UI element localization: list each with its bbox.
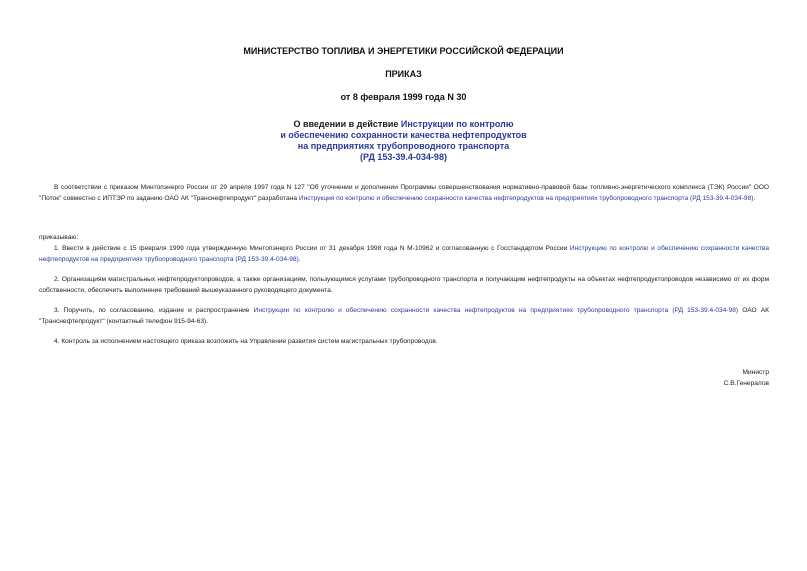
title-link-line-4[interactable]: (РД 153-39.4-034-98) bbox=[360, 152, 447, 162]
title-prefix: О введении в действие bbox=[293, 119, 401, 129]
item-1-instruction-link[interactable]: Инструкцию по контролю и обеспечению сохранности качества нефтепродуктов на предприятиях трубопроводного транспорта (РД 153-39.4-034-98) bbox=[39, 245, 769, 263]
title-link-line-2[interactable]: и обеспечению сохранности качества нефтепродуктов bbox=[280, 130, 527, 140]
item-3-text: 3. Поручить, по согласованию, издание и распространение bbox=[54, 307, 254, 314]
item-1-paragraph: 1. Ввести в действие с 15 февраля 1999 года утвержденную Минтопэнерго России от 31 декабря 1998 года N М-10962 и согласованную с Госстандартом России Инструкцию по контролю и обеспечению сохранности качества нефтепродуктов на предприятиях трубопроводного транспорта (РД 153-39.4-034-98). bbox=[39, 245, 769, 263]
order-word: приказываю: bbox=[39, 234, 79, 241]
item-4-text: 4. Контроль за исполнением настоящего приказа возложить на Управление развития систем магистральных трубопроводов. bbox=[54, 338, 438, 345]
item-4-paragraph bbox=[39, 337, 769, 348]
item-2-text: 2. Организациям магистральных нефтепродуктопроводов, а также организациям, пользующимся услугами трубопроводного транспорта и получающим нефтепродукты на объектах нефтепродуктопроводов независимо от их форм собственности, обеспечить выполнение требований вышеуказанного руководящего документа. bbox=[39, 276, 769, 294]
item-1-text: 1. Ввести в действие с 15 февраля 1999 года утвержденную Минтопэнерго России от 31 декабря 1998 года N М-10962 и согласованную с Госстандартом России bbox=[54, 245, 570, 252]
item-3-paragraph: 3. Поручить, по согласованию, издание и распространение Инструкции по контролю и обеспечению сохранности качества нефтепродуктов на предприятиях трубопроводного транспорта (РД 153-39.4-034-98) ОАО АК "Транснефтепродукт" (контактный телефон 915-94-63). bbox=[39, 307, 769, 325]
preamble-text: В соответствии с приказом Минтопэнерго России от 29 апреля 1997 года N 127 "Об уточнении и дополнении Программы совершенствования нормативно-правовой базы топливно-энергетического комплекса (ТЭК) России" ООО "Поток" совместно с ИПТЭР по заданию ОАО АК "Транснефтепродукт" разработана bbox=[39, 184, 769, 202]
document-type-heading: ПРИКАЗ bbox=[385, 69, 422, 79]
document-title bbox=[0, 119, 807, 163]
title-line-1 bbox=[0, 119, 807, 130]
signature-position: Министр bbox=[742, 369, 769, 376]
preamble-instruction-link[interactable]: Инструкция по контролю и обеспечению сохранности качества нефтепродуктов на предприятиях трубопроводного транспорта (РД 153-39.4-034-98) bbox=[298, 194, 754, 202]
item-3-instruction-link[interactable]: Инструкции по контролю и обеспечению сохранности качества нефтепродуктов на предприятиях трубопроводного транспорта (РД 153-39.4-034-98) bbox=[253, 307, 739, 314]
signature-name: С.В.Генералов bbox=[723, 380, 769, 387]
preamble-paragraph: В соответствии с приказом Минтопэнерго России от 29 апреля 1997 года N 127 "Об уточнении и дополнении Программы совершенствования нормативно-правовой базы топливно-энергетического комплекса (ТЭК) России" ООО "Поток" совместно с ИПТЭР по заданию ОАО АК "Транснефтепродукт" разработана Инструкция по контролю и обеспечению сохранности качества нефтепродуктов на предприятиях трубопроводного транспорта (РД 153-39.4-034-98). bbox=[39, 184, 769, 202]
item-2-paragraph bbox=[39, 275, 769, 296]
title-link-line-3[interactable]: на предприятиях трубопроводного транспорта bbox=[297, 141, 510, 151]
date-number-heading: от 8 февраля 1999 года N 30 bbox=[340, 92, 467, 102]
title-instruction-link[interactable]: Инструкции по контролю bbox=[400, 119, 514, 129]
ministry-heading: МИНИСТЕРСТВО ТОПЛИВА И ЭНЕРГЕТИКИ РОССИЙСКОЙ ФЕДЕРАЦИИ bbox=[243, 46, 564, 56]
